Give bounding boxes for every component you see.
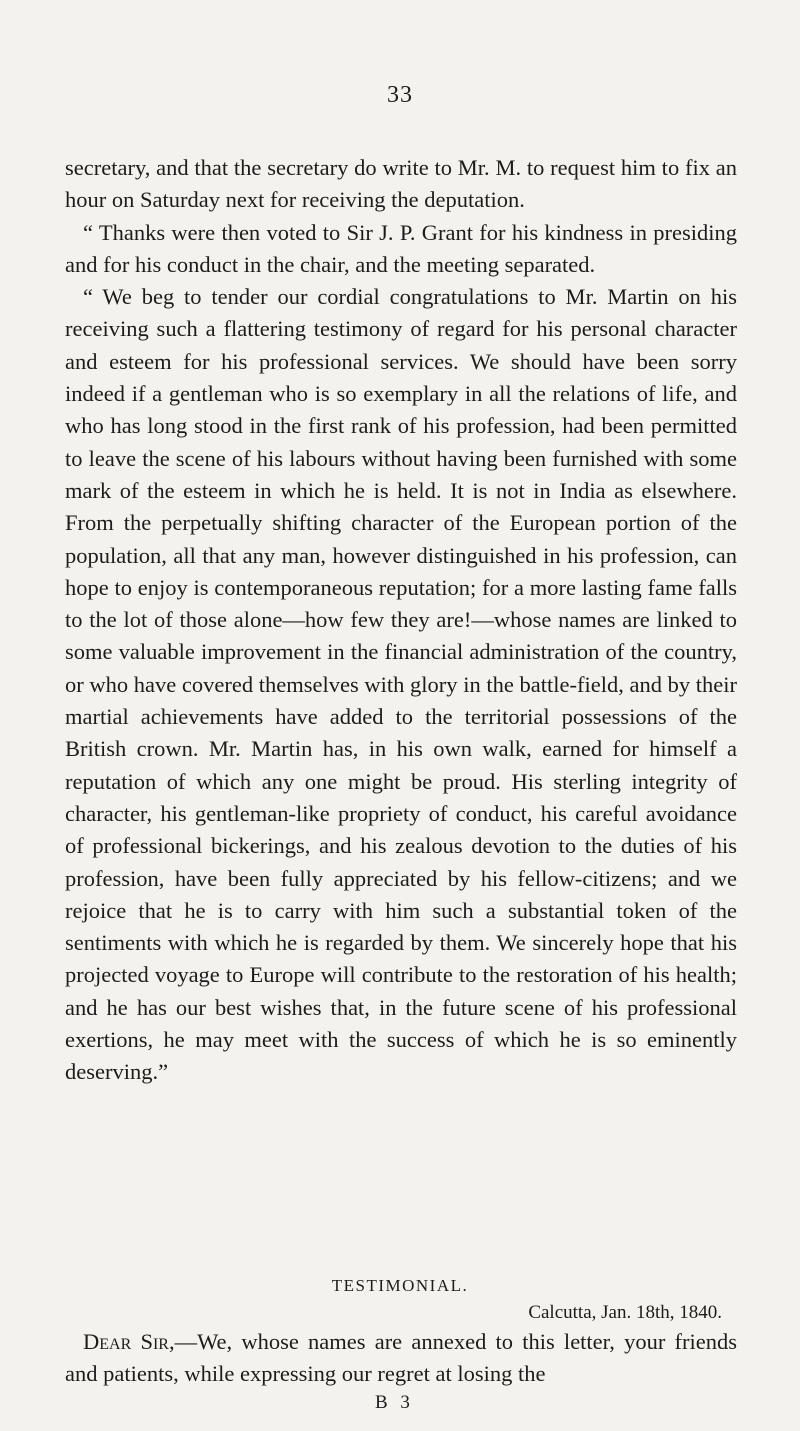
paragraph-congratulations: “ We beg to tender our cordial congratulations to Mr. Martin on his receiving such a flattering testimony of regard for his personal character and esteem for his professional services. We should have been sorry indeed if a gentleman who is so exemplary in all the relations of life, and who has long stood in the first rank of his profession, had been permitted to leave the scene of his labours without having been furnished with some mark of the esteem in which he is held. It is not in India as elsewhere. From the perpetually shifting character of the European portion of the population, all that any man, however distinguished in his profession, can hope to enjoy is contemporaneous reputation; for a more lasting fame falls to the lot of those alone—how few they are!—whose names are linked to some valuable improvement in the financial administration of the country, or who have covered themselves with glory in the battle-field, and by their martial achievements have added to the territorial possessions of the British crown. Mr. Martin has, in his own walk, earned for himself a reputation of which any one might be proud. His sterling integrity of character, his gentleman-like propriety of conduct, his careful avoidance of professional bickerings, and his zealous devotion to the duties of his profession, have been fully appreciated by his fellow-citizens; and we rejoice that he is to carry with him such a substantial token of the sentiments with which he is regarded by them. We sincerely hope that his projected voyage to Europe will contribute to the restoration of his health; and he has our best wishes that, in the future scene of his professional exertions, he may meet with the success of which he is so eminently deserving.” — [65, 284, 737, 1085]
letter-paragraph — [65, 1326, 737, 1391]
paragraph-continuation: secretary, and that the secretary do write to Mr. M. to request him to fix an hour on Saturday next for receiving the deputation. — [65, 155, 737, 213]
page-number: 33 — [387, 82, 413, 108]
testimonial-dateline: Calcutta, Jan. 18th, 1840. — [528, 1302, 722, 1323]
signature-mark: B 3 — [375, 1392, 414, 1413]
body-text — [65, 152, 737, 1089]
testimonial-letter — [65, 1326, 737, 1391]
letter-salutation: Dear Sir, — [83, 1329, 175, 1354]
paragraph-thanks: “ Thanks were then voted to Sir J. P. Grant for his kindness in presiding and for his conduct in the chair, and the meeting separated. — [65, 219, 737, 277]
testimonial-heading: TESTIMONIAL. — [331, 1276, 469, 1295]
letter-text: —We, whose names are annexed to this letter, your friends and patients, while expressing our regret at losing the — [65, 1329, 737, 1387]
